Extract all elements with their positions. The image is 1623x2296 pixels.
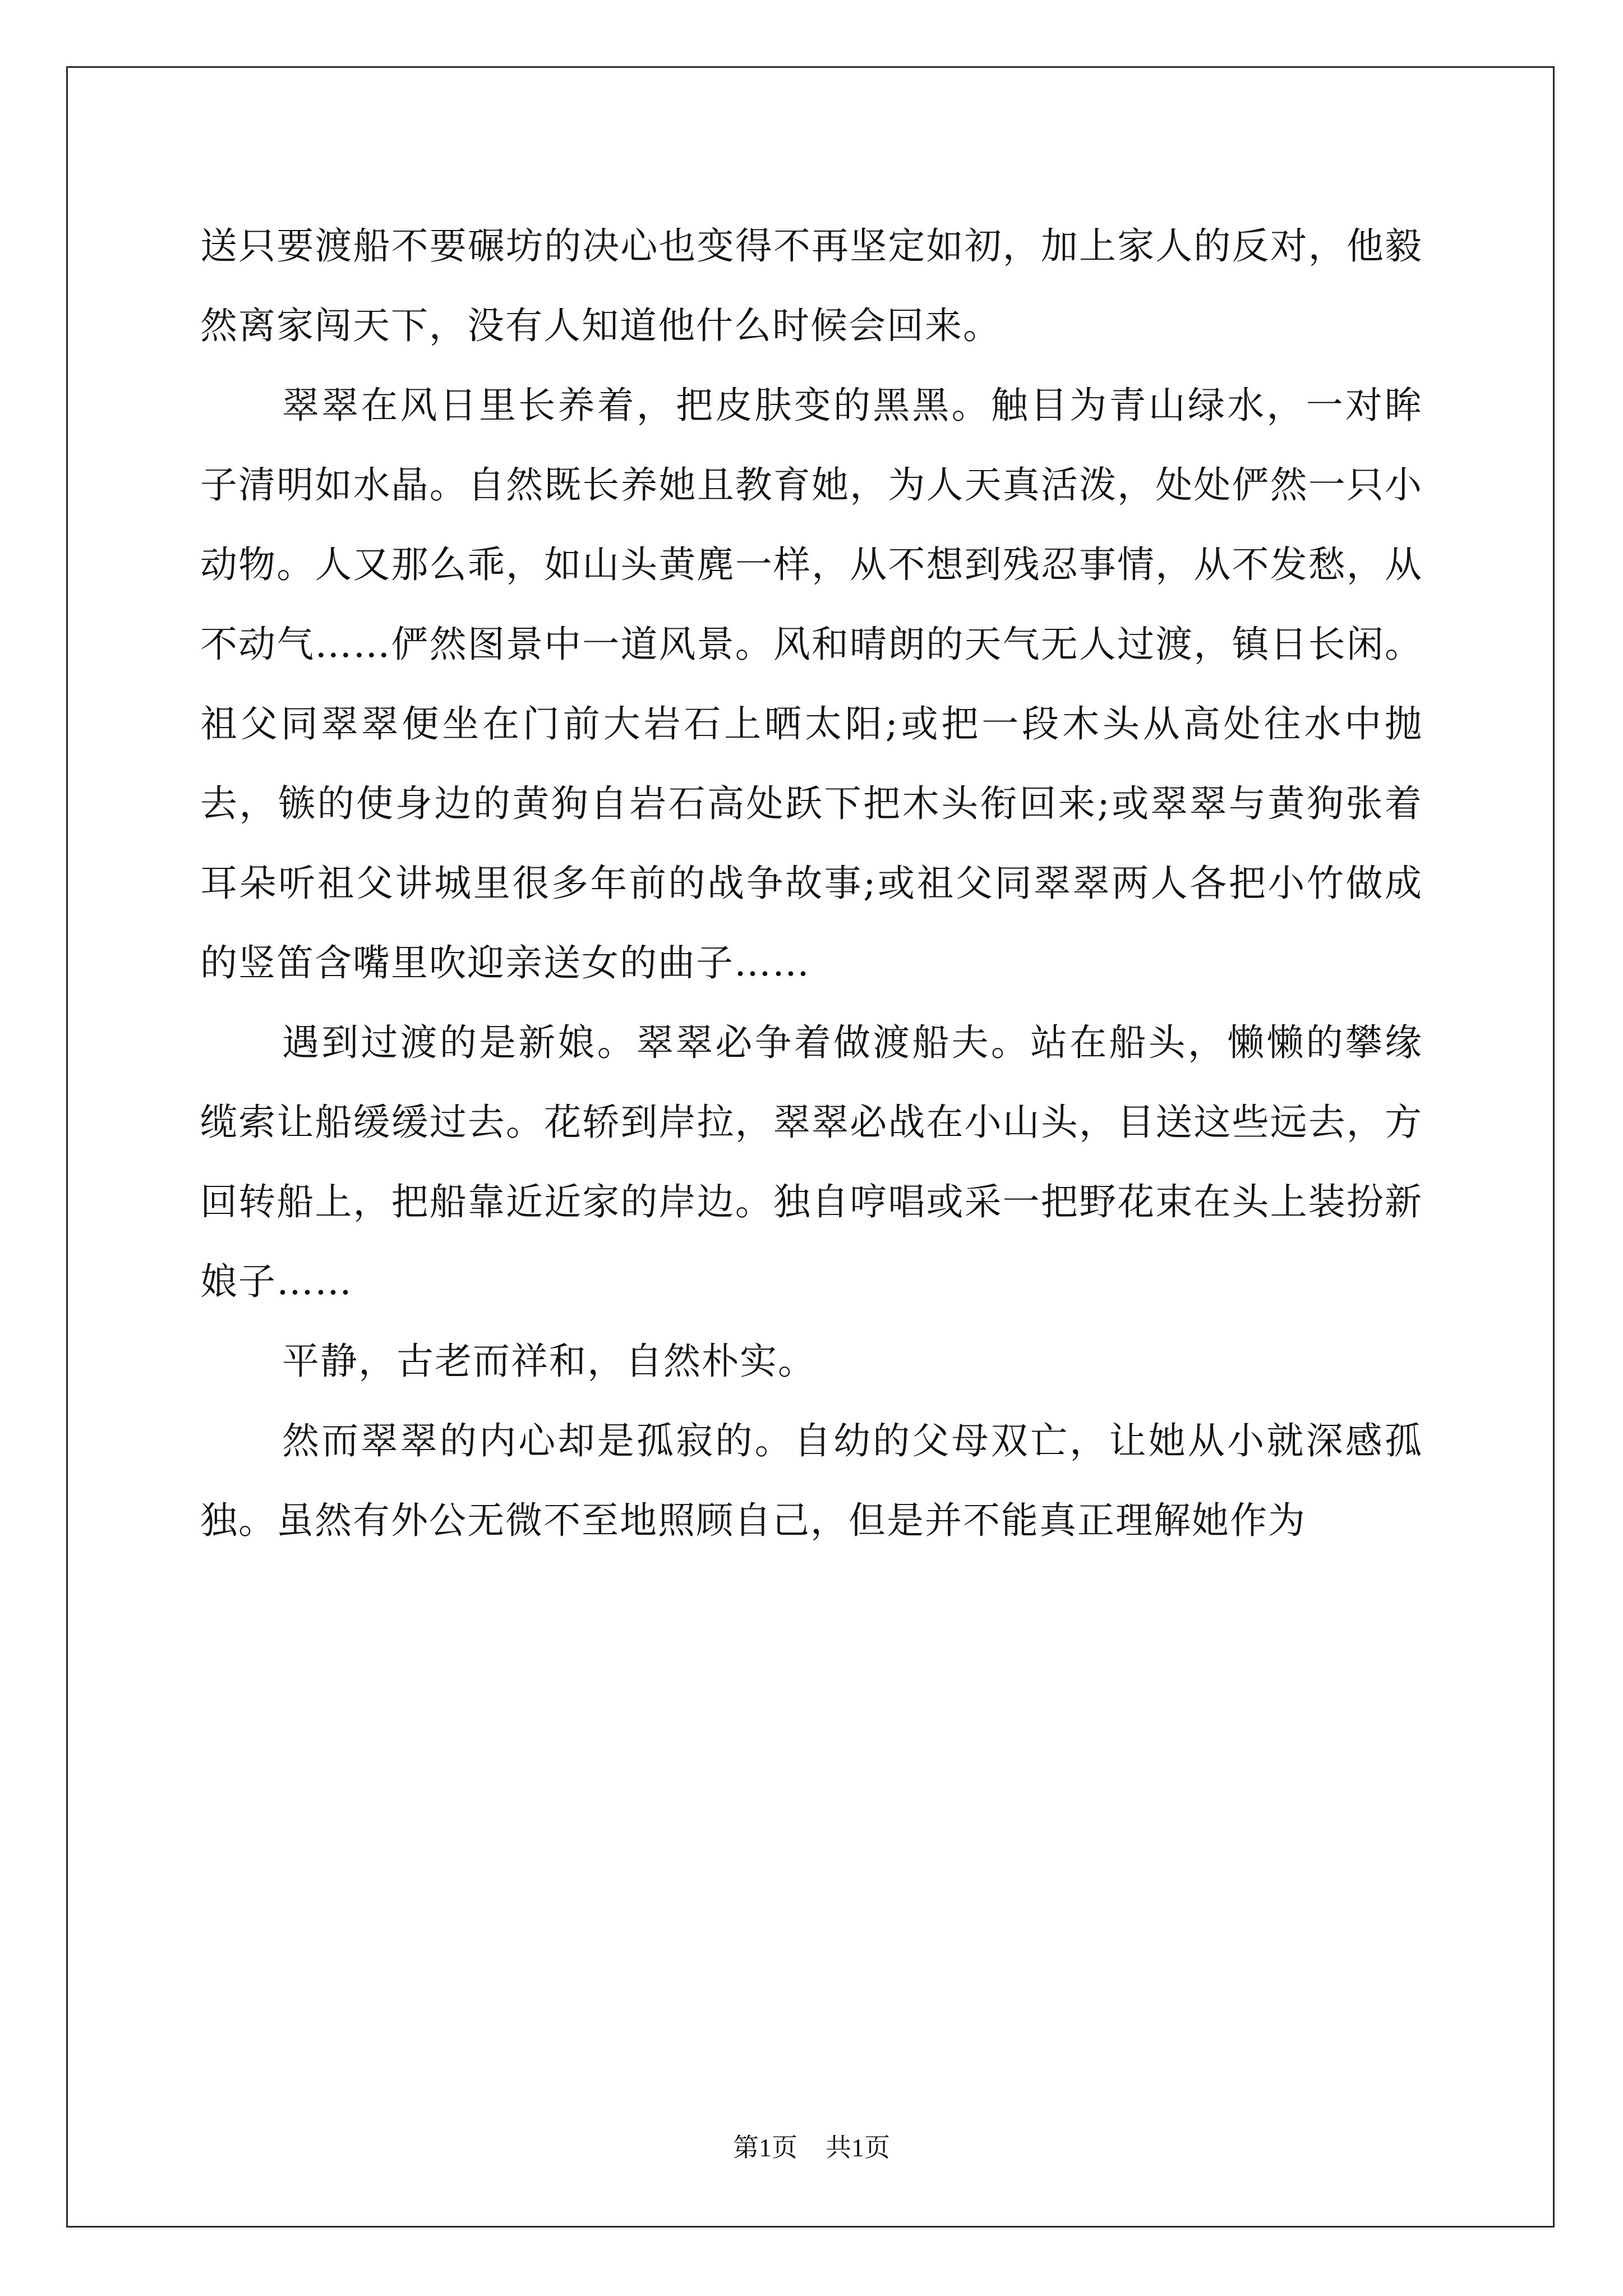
paragraph-5: 然而翠翠的内心却是孤寂的。自幼的父母双亡，让她从小就深感孤独。虽然有外公无微不至地照顾自己，但是并不能真正理解她作为: [200, 1419, 1423, 1542]
paragraph-1: 送只要渡船不要碾坊的决心也变得不再坚定如初，加上家人的反对，他毅然离家闯天下，没有人知道他什么时候会回来。: [200, 224, 1423, 347]
paragraph-2: 翠翠在风日里长养着，把皮肤变的黑黑。触目为青山绿水，一对眸子清明如水晶。自然既长养她且教育她，为人天真活泼，处处俨然一只小动物。人又那么乖，如山头黄麂一样，从不想到残忍事情，从不发愁，从不动气……俨然图景中一道风景。风和晴朗的天气无人过渡，镇日长闲。祖父同翠翠便坐在门前大岩石上晒太阳;或把一段木头从高处往水中抛去，镞的使身边的黄狗自岩石高处跃下把木头衔回来;或翠翠与黄狗张着耳朵听祖父讲城里很多年前的战争故事;或祖父同翠翠两人各把小竹做成的竖笛含嘴里吹迎亲送女的曲子……: [200, 384, 1423, 984]
paragraph-3: 遇到过渡的是新娘。翠翠必争着做渡船夫。站在船头，懒懒的攀缘缆索让船缓缓过去。花轿到岸拉，翠翠必战在小山头，目送这些远去，方回转船上，把船靠近近家的岸边。独自哼唱或采一把野花束在头上装扮新娘子……: [200, 1021, 1423, 1303]
paragraph-4: 平静，古老而祥和，自然朴实。: [282, 1340, 816, 1383]
page-footer: [0, 2127, 1623, 2164]
page-total: 共1页: [826, 2133, 890, 2162]
page-number: 第1页: [733, 2133, 797, 2162]
document-body: [200, 206, 1423, 1561]
